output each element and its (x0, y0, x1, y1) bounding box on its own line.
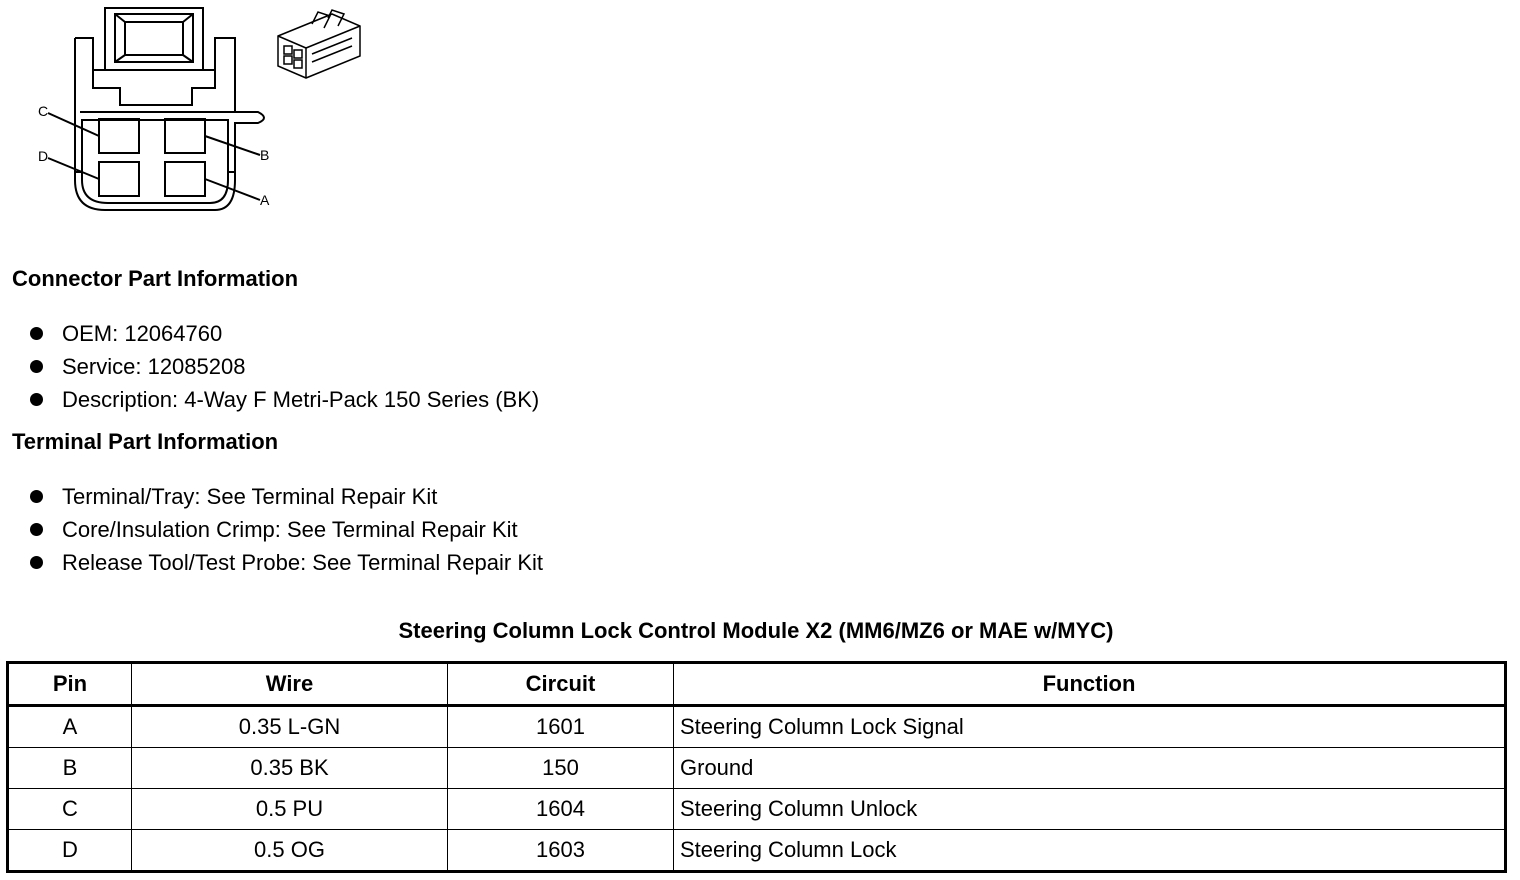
list-item (30, 513, 543, 546)
connector-iso-drawing (272, 6, 368, 88)
pin-cell: B (8, 748, 132, 789)
function-cell: Ground (674, 748, 1506, 789)
connector-part-info-heading: Connector Part Information (12, 266, 299, 291)
list-item-text: Release Tool/Test Probe: See Terminal Repair Kit (62, 550, 543, 575)
connector-part-info-list (30, 317, 539, 416)
bullet-icon (30, 523, 43, 536)
pin-label-d: D (38, 148, 49, 164)
list-item (30, 480, 543, 513)
table-row (8, 789, 1506, 830)
list-item-text: Service: 12085208 (62, 354, 246, 379)
bullet-icon (30, 556, 43, 569)
table-row (8, 830, 1506, 872)
list-item (30, 546, 543, 579)
table-title: Steering Column Lock Control Module X2 (MM6/MZ6 or MAE w/MYC) (398, 618, 1114, 643)
bullet-icon (30, 327, 43, 340)
circuit-cell: 1603 (448, 830, 674, 872)
wire-cell: 0.35 L-GN (132, 706, 448, 748)
pinout-table (6, 661, 1507, 873)
column-header-pin: Pin (8, 663, 132, 706)
bullet-icon (30, 490, 43, 503)
wire-cell: 0.35 BK (132, 748, 448, 789)
connector-face-drawing (30, 0, 290, 222)
list-item-text: Description: 4-Way F Metri-Pack 150 Series (BK) (62, 387, 540, 412)
pin-cell: A (8, 706, 132, 748)
function-cell: Steering Column Lock (674, 830, 1506, 872)
table-header-row (8, 663, 1506, 706)
table-row (8, 706, 1506, 748)
list-item (30, 317, 539, 350)
table-row (8, 748, 1506, 789)
column-header-function: Function (674, 663, 1506, 706)
list-item (30, 350, 539, 383)
bullet-icon (30, 360, 43, 373)
connector-face-diagram (30, 0, 290, 222)
list-item-text: Terminal/Tray: See Terminal Repair Kit (62, 484, 438, 509)
function-cell: Steering Column Lock Signal (674, 706, 1506, 748)
column-header-wire: Wire (132, 663, 448, 706)
wire-cell: 0.5 PU (132, 789, 448, 830)
wire-cell: 0.5 OG (132, 830, 448, 872)
list-item-text: OEM: 12064760 (62, 321, 223, 346)
pin-cell: D (8, 830, 132, 872)
circuit-cell: 1601 (448, 706, 674, 748)
pin-label-c: C (38, 103, 49, 119)
circuit-cell: 1604 (448, 789, 674, 830)
function-cell: Steering Column Unlock (674, 789, 1506, 830)
list-item (30, 383, 539, 416)
terminal-part-info-heading: Terminal Part Information (12, 429, 279, 454)
circuit-cell: 150 (448, 748, 674, 789)
list-item-text: Core/Insulation Crimp: See Terminal Repair Kit (62, 517, 518, 542)
column-header-circuit: Circuit (448, 663, 674, 706)
pin-label-b: B (260, 147, 270, 163)
bullet-icon (30, 393, 43, 406)
pin-cell: C (8, 789, 132, 830)
terminal-part-info-list (30, 480, 543, 579)
pin-label-a: A (260, 192, 270, 208)
